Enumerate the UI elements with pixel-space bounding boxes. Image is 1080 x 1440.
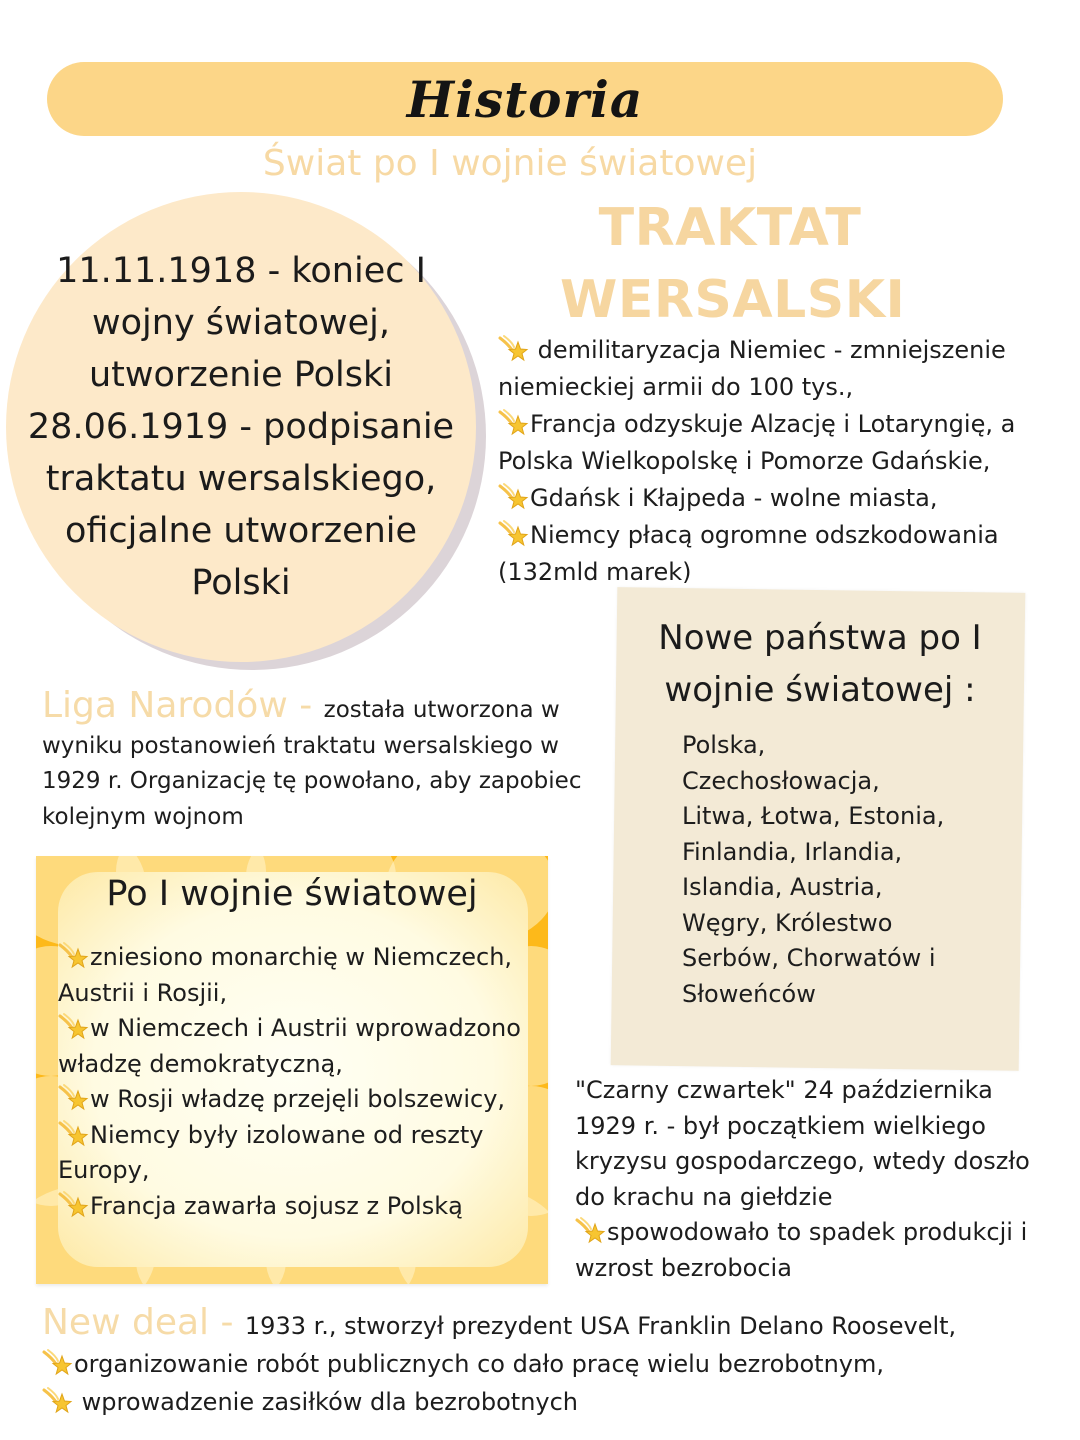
item-text: Austrii i Rosjii, <box>58 978 228 1007</box>
traktat-list <box>498 332 1058 591</box>
new-deal-text: organizowanie robót publicznych co dało pracę wielu bezrobotnym, <box>74 1350 884 1378</box>
circle-line: traktatu wersalskiego, <box>45 459 437 499</box>
item-text: demilitaryzacja Niemiec - zmniejszenie <box>530 336 1006 364</box>
new-deal-heading: New deal - <box>42 1302 245 1343</box>
list-item <box>58 1118 538 1189</box>
item-text: Gdańsk i Kłajpeda - wolne miasta, <box>530 484 938 512</box>
title-banner <box>47 62 1003 136</box>
post-war-list <box>58 940 538 1224</box>
list-item <box>498 517 1058 591</box>
new-deal-section <box>42 1304 1062 1421</box>
list-item: Czechosłowacja, <box>682 766 880 795</box>
item-text: niemieckiej armii do 100 tys., <box>498 373 854 401</box>
circle-line: 11.11.1918 - koniec I <box>56 251 426 291</box>
list-item <box>58 1082 538 1118</box>
circle-line: Polski <box>191 563 291 603</box>
black-thursday-text: kryzysu gospodarczego, wtedy doszło <box>575 1147 1030 1175</box>
black-thursday-text: spowodowało to spadek produkcji i <box>607 1218 1028 1246</box>
list-item: Słoweńców <box>682 979 816 1008</box>
list-item <box>58 1189 538 1225</box>
traktat-heading-line: WERSALSKI <box>560 270 906 330</box>
shooting-star-icon <box>42 1348 74 1376</box>
new-deal-text: 1933 r., stworzył prezydent USA Franklin Delano Roosevelt, <box>244 1312 957 1340</box>
list-item <box>58 1011 538 1082</box>
black-thursday-text: "Czarny czwartek" 24 października <box>575 1076 993 1104</box>
list-item <box>498 406 1058 480</box>
black-thursday-text: 1929 r. - był początkiem wielkiego <box>575 1111 986 1140</box>
list-item <box>498 480 1058 517</box>
circle-line: wojny światowej, <box>92 303 390 343</box>
traktat-heading-line: TRAKTAT <box>598 198 862 258</box>
black-thursday-text: wzrost bezrobocia <box>575 1253 792 1282</box>
league-heading: Liga Narodów - <box>42 685 324 726</box>
list-item: Litwa, Łotwa, Estonia, <box>682 802 945 830</box>
list-item: Finlandia, Irlandia, <box>682 837 903 866</box>
league-text: kolejnym wojnom <box>42 803 244 830</box>
item-text: Francja odzyskuje Alzację i Lotaryngię, a <box>530 410 1016 438</box>
shooting-star-icon <box>498 519 530 547</box>
item-text: (132mld marek) <box>498 558 692 586</box>
item-text: Niemcy były izolowane od reszty <box>90 1120 484 1149</box>
list-item <box>58 940 538 1011</box>
shooting-star-icon <box>58 1012 90 1040</box>
item-text: Europy, <box>58 1156 150 1184</box>
item-text: w Rosji władzę przejęli bolszewicy, <box>90 1085 506 1113</box>
heading-line: wojnie światowej : <box>664 670 976 710</box>
shooting-star-icon <box>58 1190 90 1218</box>
shooting-star-icon <box>42 1386 74 1414</box>
list-item: Polska, <box>682 731 766 759</box>
shooting-star-icon <box>498 334 530 362</box>
item-text: Niemcy płacą ogromne odszkodowania <box>530 521 999 549</box>
item-text: zniesiono monarchię w Niemczech, <box>90 943 513 971</box>
circle-line: utworzenie Polski <box>88 355 394 395</box>
list-item: Węgry, Królestwo <box>682 908 893 937</box>
page-subtitle: Świat po I wojnie światowej <box>262 143 758 184</box>
new-states-heading <box>630 612 1010 716</box>
black-thursday-text: do krachu na giełdzie <box>575 1182 833 1211</box>
shooting-star-icon <box>58 1119 90 1147</box>
new-deal-text: wprowadzenie zasiłków dla bezrobotnych <box>74 1388 579 1416</box>
dates-circle <box>6 192 476 662</box>
black-thursday-section <box>575 1073 1055 1286</box>
shooting-star-icon <box>498 408 530 436</box>
item-text: w Niemczech i Austrii wprowadzono <box>90 1014 521 1042</box>
league-text: 1929 r. Organizację tę powołano, aby zapobiec <box>42 768 582 794</box>
new-states-list <box>682 728 1002 1012</box>
heading-line: Nowe państwa po I <box>658 618 982 658</box>
shooting-star-icon <box>58 941 90 969</box>
traktat-heading <box>560 192 906 336</box>
list-item: Serbów, Chorwatów i <box>682 944 936 972</box>
post-war-heading: Po I wojnie światowej <box>106 874 478 914</box>
shooting-star-icon <box>58 1083 90 1111</box>
league-text: została utworzona w <box>323 697 560 723</box>
dates-text <box>21 245 461 609</box>
list-item <box>498 332 1058 406</box>
list-item: Islandia, Austria, <box>682 873 883 901</box>
item-text: Polska Wielkopolskę i Pomorze Gdańskie, <box>498 447 991 475</box>
item-text: Francja zawarła sojusz z Polską <box>90 1191 463 1220</box>
shooting-star-icon <box>498 482 530 510</box>
shooting-star-icon <box>575 1216 607 1244</box>
circle-line: 28.06.1919 - podpisanie <box>27 407 455 447</box>
page-title: Historia <box>406 69 644 129</box>
league-text: wyniku postanowień traktatu wersalskiego w <box>42 732 559 759</box>
league-of-nations-section <box>42 685 602 835</box>
circle-line: oficjalne utworzenie <box>64 511 418 551</box>
item-text: władzę demokratyczną, <box>58 1049 343 1078</box>
